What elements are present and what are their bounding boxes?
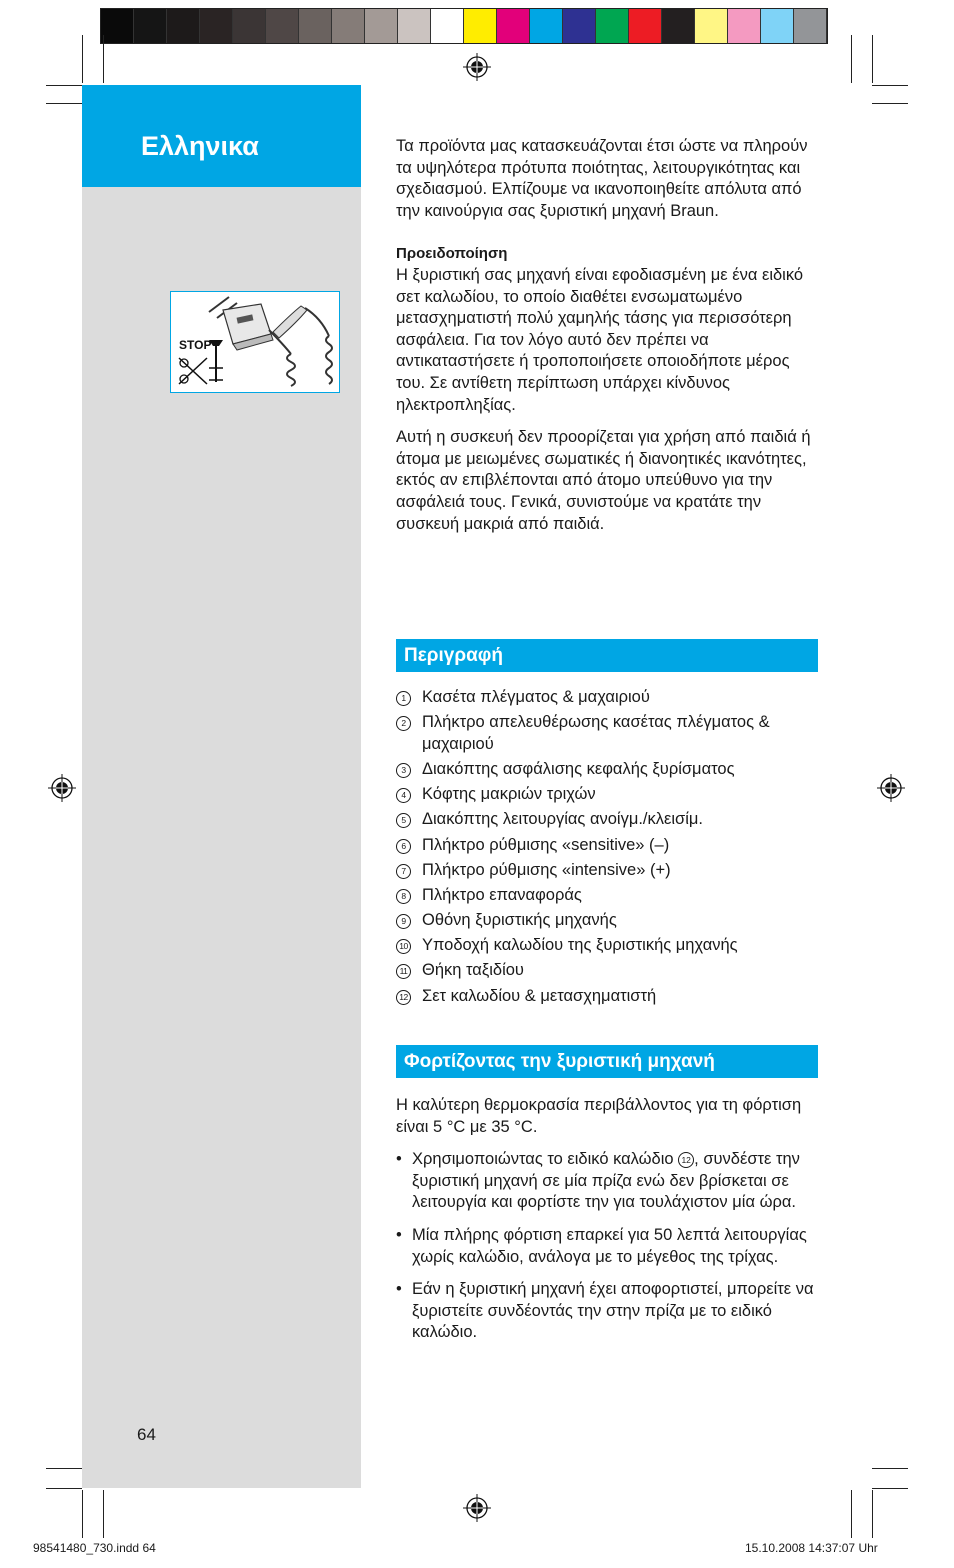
item-number: 5 — [396, 813, 411, 828]
bullet: • — [396, 1150, 402, 1169]
crop-mark — [82, 35, 83, 83]
list-item — [396, 910, 821, 932]
registration-mark-icon — [463, 1494, 491, 1522]
stop-label: STOP — [179, 338, 212, 352]
charging-section — [396, 1095, 821, 1355]
item-number: 1 — [396, 691, 411, 706]
list-item — [396, 860, 821, 882]
color-swatch — [365, 9, 398, 43]
list-item — [396, 784, 821, 806]
crop-mark — [872, 1488, 908, 1489]
item-text: Θήκη ταξιδίου — [422, 961, 524, 980]
children-warning-paragraph: Αυτή η συσκευή δεν προορίζεται για χρήση από παιδιά ή άτομα με μειωμένες σωματικές ή διανοητικές ικανότητες, εκτός αν επιβλέπονται από άτομο υπεύθυνο για την ασφάλειά τους. Γενικά, συνιστούμε να κρατάτε την συσκευή μακριά από παιδιά. — [396, 428, 811, 533]
color-swatch — [464, 9, 497, 43]
file-info: 98541480_730.indd 64 — [33, 1541, 156, 1555]
color-calibration-bar — [100, 8, 828, 44]
color-swatch — [662, 9, 695, 43]
item-number: 10 — [396, 939, 411, 954]
item-number: 2 — [396, 716, 411, 731]
color-swatch — [497, 9, 530, 43]
list-item — [396, 809, 821, 831]
intro-section — [396, 136, 821, 535]
color-swatch — [266, 9, 299, 43]
crop-mark — [46, 1488, 82, 1489]
color-swatch — [794, 9, 827, 43]
crop-mark — [872, 35, 873, 83]
item-number: 9 — [396, 914, 411, 929]
item-text: Διακόπτης ασφάλισης κεφαλής ξυρίσματος — [422, 759, 735, 778]
bullet-text: Εάν η ξυριστική μηχανή έχει αποφορτιστεί, μπορείτε να ξυριστείτε συνδέοντάς την στην πρίζα με το ειδικό καλώδιο. — [412, 1280, 814, 1342]
list-item — [396, 935, 821, 957]
registration-mark-icon — [877, 774, 905, 802]
crop-mark — [872, 85, 908, 86]
item-text: Κόφτης μακριών τριχών — [422, 785, 596, 804]
description-heading: Περιγραφή — [396, 639, 818, 672]
bullet: • — [396, 1225, 402, 1244]
list-item — [396, 759, 821, 781]
item-number: 11 — [396, 964, 411, 979]
color-swatch — [728, 9, 761, 43]
crop-mark — [872, 103, 908, 104]
color-swatch — [629, 9, 662, 43]
bullet-text-part: , συνδέστε την ξυριστική μηχανή σε μία πρίζα ενώ δεν βρίσκεται σε λειτουργία και φορτίστε την για τουλάχιστον μία ώρα. — [412, 1150, 800, 1212]
list-item — [396, 1279, 821, 1344]
list-item — [396, 835, 821, 857]
color-swatch — [398, 9, 431, 43]
list-item — [396, 1225, 821, 1268]
color-swatch — [761, 9, 794, 43]
item-number: 12 — [396, 990, 411, 1005]
intro-paragraph: Τα προϊόντα μας κατασκευάζονται έτσι ώστε να πληρούν τα υψηλότερα πρότυπα ποιότητας, λειτουργικότητας και σχεδιασμού. Ελπίζουμε να ικανοποιηθείτε απόλυτα από την καινούργια σας ξυριστική μηχανή Braun. — [396, 137, 808, 220]
item-text: Σετ καλωδίου & μετασχηματιστή — [422, 986, 657, 1005]
crop-mark — [103, 35, 104, 83]
bullet-text-part: Χρησιμοποιώντας το ειδικό καλώδιο — [412, 1150, 674, 1169]
color-swatch — [695, 9, 728, 43]
color-swatch — [530, 9, 563, 43]
crop-mark — [851, 1490, 852, 1538]
crop-mark — [103, 1490, 104, 1538]
registration-mark-icon — [48, 774, 76, 802]
language-banner — [82, 85, 361, 187]
item-text: Πλήκτρο απελευθέρωσης κασέτας πλέγματος & μαχαιριού — [422, 713, 770, 753]
item-number: 3 — [396, 763, 411, 778]
color-swatch — [431, 9, 464, 43]
list-item — [396, 712, 821, 755]
list-item — [396, 1149, 821, 1214]
bullet-text: Μία πλήρης φόρτιση επαρκεί για 50 λεπτά λειτουργίας χωρίς καλώδιο, ανάλογα με το μέγεθος της τρίχας. — [412, 1225, 807, 1266]
color-swatch — [167, 9, 200, 43]
warning-paragraph: Η ξυριστική σας μηχανή είναι εφοδιασμένη με ένα ειδικό σετ καλωδίου, το οποίο διαθέτει ενσωματωμένο μετασχηματιστή πολύ χαμηλής τάσης για περισσότερη ασφάλεια. Για τον λόγο αυτό δεν πρέπει να αντικαταστήσετε ή τροποποιήσετε οποιοδήποτε μέρος του. Σε αντίθετη περίπτωση υπάρχει κίνδυνος ηλεκτροπληξίας. — [396, 265, 804, 414]
crop-mark — [82, 1490, 83, 1538]
item-text: Οθόνη ξυριστικής μηχανής — [422, 911, 617, 930]
plug-cord-icon — [171, 292, 338, 391]
item-number: 8 — [396, 889, 411, 904]
crop-mark — [872, 1468, 908, 1469]
color-swatch — [233, 9, 266, 43]
color-swatch — [596, 9, 629, 43]
bullet-text — [412, 1149, 821, 1214]
warning-illustration — [170, 291, 340, 393]
bullet: • — [396, 1280, 402, 1299]
item-text: Πλήκτρο ρύθμισης «sensitive» (–) — [422, 835, 670, 854]
color-swatch — [332, 9, 365, 43]
description-list — [396, 687, 821, 1011]
item-number: 7 — [396, 864, 411, 879]
item-number: 6 — [396, 839, 411, 854]
color-swatch — [101, 9, 134, 43]
list-item — [396, 960, 821, 982]
color-swatch — [563, 9, 596, 43]
list-item — [396, 687, 821, 709]
charging-heading: Φορτίζοντας την ξυριστική μηχανή — [396, 1045, 818, 1078]
warning-heading: Προειδοποίηση — [396, 245, 508, 263]
crop-mark — [851, 35, 852, 83]
list-item — [396, 885, 821, 907]
crop-mark — [872, 1490, 873, 1538]
item-text: Πλήκτρο επαναφοράς — [422, 885, 582, 904]
item-number: 4 — [396, 788, 411, 803]
item-text: Κασέτα πλέγματος & μαχαιριού — [422, 688, 650, 706]
crop-mark — [46, 85, 82, 86]
list-item — [396, 986, 821, 1008]
item-text: Διακόπτης λειτουργίας ανοίγμ./κλεισίμ. — [422, 810, 703, 829]
registration-mark-icon — [463, 53, 491, 81]
color-swatch — [299, 9, 332, 43]
print-timestamp: 15.10.2008 14:37:07 Uhr — [745, 1541, 878, 1555]
color-swatch — [200, 9, 233, 43]
page-number: 64 — [137, 1425, 156, 1444]
item-number: 12 — [678, 1152, 694, 1168]
item-text: Πλήκτρο ρύθμισης «intensive» (+) — [422, 860, 671, 879]
page-title: Ελληνικα — [141, 131, 259, 161]
charging-intro: Η καλύτερη θερμοκρασία περιβάλλοντος για τη φόρτιση είναι 5 °C με 35 °C. — [396, 1096, 802, 1136]
item-text: Υποδοχή καλωδίου της ξυριστικής μηχανής — [422, 936, 738, 955]
crop-mark — [46, 1468, 82, 1469]
color-swatch — [134, 9, 167, 43]
crop-mark — [46, 103, 82, 104]
